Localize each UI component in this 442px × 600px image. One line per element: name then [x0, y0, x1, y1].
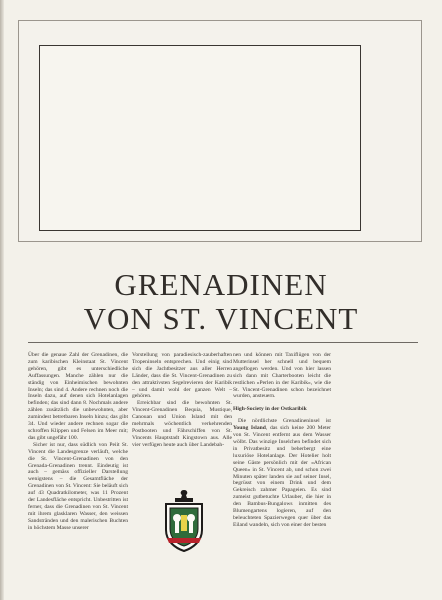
paragraph: [233, 418, 331, 529]
photo-placeholder-frame: [18, 20, 422, 242]
island-name: Young Island: [233, 425, 266, 432]
paragraph: Über die genaue Zahl der Grenadinen, die zum karibischen Kleinstaat St. Vincent gehören, gibt es unterschiedliche Auffassungen. Manche zählen nur die ständig von Einheimischen bewohnten Inseln; das sind 4. Andere rechnen noch die Inseln dazu, auf denen sich Hotelanlagen befinden; das sind dann 8. Nochmals andere zählen zusätzlich die unbewohnten, aber zumindest betretbaren Inseln hinzu; das gibt 34. Und wieder andere rechnen sogar die schroffen Klippen und Felsen im Meer mit; das gibt ungefähr 100.: [28, 352, 128, 441]
section-subheading: High-Society in der Ostkaribik: [233, 406, 307, 413]
paragraph: nen und können mit Taxiflügen von der Mutterinsel her schnell und bequem angeflogen werden. Und von hier lassen sich dann mit Charterbooten leicht die restlichen «Perlen in der Karibik», wie die St. Vincent-Grenadinen schon bezeichnet wurden, ansteuern.: [233, 352, 331, 400]
coat-of-arms-icon: [161, 488, 207, 552]
divider-rule: [28, 342, 418, 343]
article-title-line-1: GRENADINEN: [114, 267, 328, 302]
paragraph: Sicher ist nur, dass südlich von Peiit St. Vincent die Landesgrenze verläuft, welche die St. Vincent-Grenadinen von den Grenada-Grenadinen trennt. Eindeutig ist auch – gemäss offizieller Darstellung wenigstens – die Gesamtfläche der Grenadinen von St. Vincent: Sie beläuft sich auf 43 Quadratkilometer, was 11 Prozent der Landesfläche entspricht. Unbestritten ist ferner, dass die Grenadinen von St. Vincent mit ihrem glasklaren Wasser, den weissen Sandstränden und den malerischen Buchten in höchstem Masse unserer: [28, 441, 128, 531]
paragraph: Vorstellung von paradiesisch-zauberhaften Tropeninseln entsprechen. Und einig sind sich die Jachtbesitzer aus aller Herren Länder, dass die St. Vincent-Grenadinen zu den attraktivsten Segelrevieren der Karibik – und damit wohl der ganzen Welt – gehören.: [132, 352, 232, 400]
text-column-1: [28, 352, 128, 532]
text-column-3: [233, 352, 331, 529]
paragraph-text: , das sich keine 200 Meter von St. Vincent entfernt aus dem Wasser wölbt. Das winzige Inselchen befindet sich in Privatbesitz und beherbergt eine luxuriöse Hotelanlage. Der Hotelier holt seine Gäste persönlich mit der «African Queen» in St. Vincent ab, und schon zwei Minuten später landen sie auf seiner Insel, begrüsst von einem Drink und dem Gekreisch zahmer Papageien. Es sind zumeist gutbetuchte Urlauber, die hier in den Bambus-Bungalows inmitten des Blumengartens logieren, auf den beleuchteten Spazierwegen quer über das Eiland wandeln, sich von einer der besten: [233, 425, 332, 528]
article-title-line-2: VON ST. VINCENT: [83, 301, 359, 336]
photo-placeholder: [39, 45, 361, 231]
text-column-2: [132, 352, 232, 449]
paragraph: Erreichbar sind die bewohnten St. Vincent-Grenadinen Bequia, Mustique, Canouan und Union Island mit den mehrmals wöchentlich verkehrenden Postbooten und Fährschiffen von St. Vincents Hauptstadt Kingstown aus. Alle vier verfügen heute auch über Landebah-: [132, 400, 232, 448]
paragraph-text: Die nördlichste Grenadineninsel ist: [238, 418, 331, 425]
